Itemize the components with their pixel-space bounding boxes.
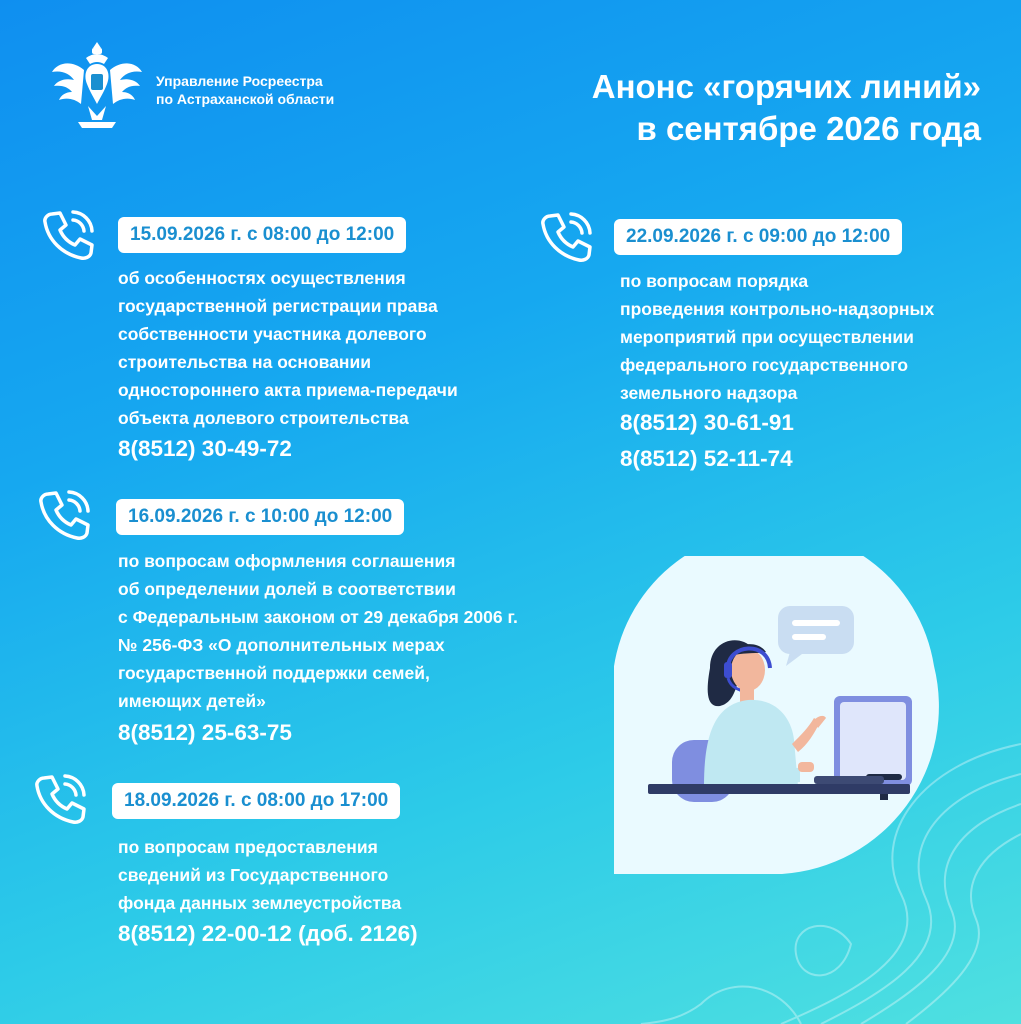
hotline-1-date-badge: 15.09.2026 г. с 08:00 до 12:00 [118,217,406,253]
phone-icon [32,772,88,828]
hotline-2-description [118,547,518,715]
description-line: объекта долевого строительства [118,408,409,428]
organization-name-line1: Управление Росреестра [156,73,323,89]
description-line: государственной поддержки семей, [118,663,430,683]
organization-name [156,72,334,108]
hotline-3-phone[interactable]: 8(8512) 22-00-12 (доб. 2126) [118,921,418,946]
hotline-1-description [118,264,458,432]
hotline-2-phone[interactable]: 8(8512) 25-63-75 [118,720,292,745]
description-line: государственной регистрации права [118,296,438,316]
description-line: одностороннего акта приема-передачи [118,380,458,400]
hotline-4-description [620,267,934,407]
description-line: по вопросам оформления соглашения [118,551,456,571]
description-line: проведения контрольно-надзорных [620,299,935,319]
call-center-operator-illustration [614,556,950,874]
description-line: федерального государственного [620,355,909,375]
hotline-3-date-badge: 18.09.2026 г. с 08:00 до 17:00 [112,783,400,819]
description-line: фонда данных землеустройства [118,893,402,913]
description-line: мероприятий при осуществлении [620,327,914,347]
description-line: об определении долей в соответствии [118,579,456,599]
hotline-1-phone[interactable]: 8(8512) 30-49-72 [118,436,292,461]
description-line: строительства на основании [118,352,372,372]
page-title-line1: Анонс «горячих линий» [591,68,981,105]
description-line: по вопросам порядка [620,271,809,291]
description-line: № 256-ФЗ «О дополнительных мерах [118,635,445,655]
phone-icon [538,210,594,266]
description-line: земельного надзора [620,383,798,403]
description-line: об особенностях осуществления [118,268,406,288]
description-line: с Федеральным законом от 29 декабря 2006 г. [118,607,518,627]
hotline-4-phone-2[interactable]: 8(8512) 52-11-74 [620,446,793,471]
hotline-4-date-badge: 22.09.2026 г. с 09:00 до 12:00 [614,219,902,255]
hotline-2-date-badge: 16.09.2026 г. с 10:00 до 12:00 [116,499,404,535]
description-line: собственности участника долевого [118,324,427,344]
phone-icon [40,208,96,264]
description-line: сведений из Государственного [118,865,389,885]
phone-icon [36,488,92,544]
rosreestr-emblem-logo [48,36,146,132]
page-title [592,66,981,150]
description-line: имеющих детей» [118,691,266,711]
organization-name-line2: по Астраханской области [156,91,335,107]
hotline-4-phone-1[interactable]: 8(8512) 30-61-91 [620,410,794,435]
hotline-3-description [118,833,401,917]
page-title-line2: в сентябре 2026 года [636,110,981,147]
description-line: по вопросам предоставления [118,837,378,857]
